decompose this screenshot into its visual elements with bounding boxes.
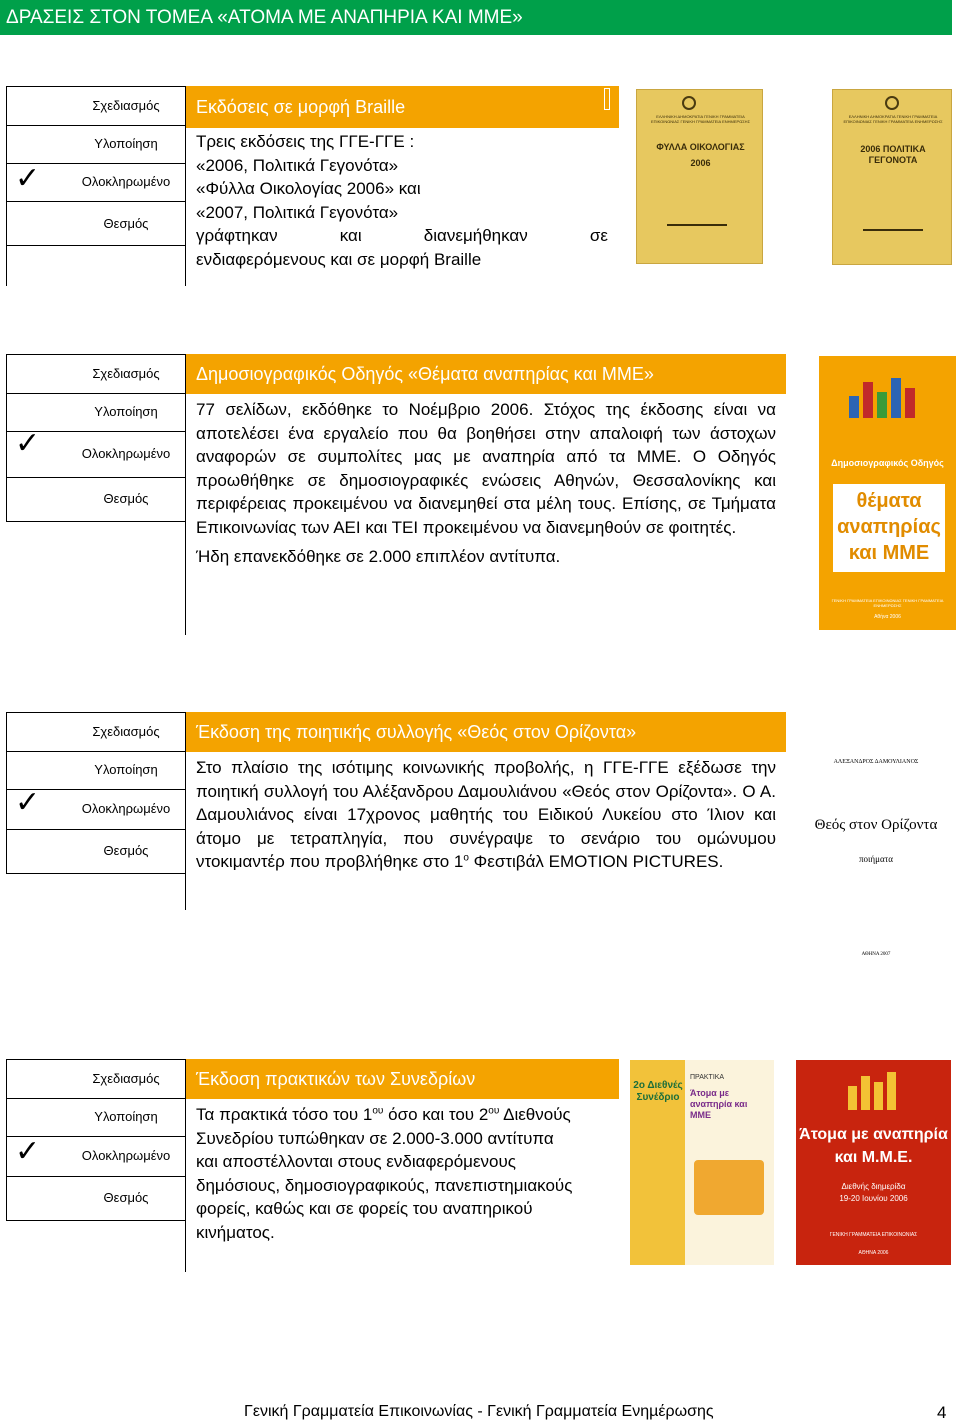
footer-text: Γενική Γραμματεία Επικοινωνίας - Γενική Γραμματεία Ενηµέρωσης [244,1403,714,1420]
body-line: «2006, Πολιτικά Γεγονότα» [196,155,399,175]
body-text-part: όσο και του 2 [383,1105,489,1124]
body-note: Ήδη επανεκδόθηκε σε 2.000 επιπλέον αντίτυπα. [196,547,561,566]
section-divider-line [185,354,186,635]
body-line: «2007, Πολιτικά Γεγονότα» [196,202,399,222]
status-table [6,1059,186,1221]
section-title-text: Έκδοση της ποιητικής συλλογής «Θεός στον Ορίζοντα» [196,722,637,742]
word: σε [589,226,608,245]
check-mark-icon: ✓ [15,785,41,820]
status-row-institution [7,1177,185,1221]
cover-author: ΑΛΕΞΑΝΔΡΟΣ ΔΑΜΟΥΛΙΑΝΟΣ [833,759,919,765]
top-banner [0,0,952,35]
body-line: ενδιαφερόμενους και σε μορφή Braille [196,249,482,269]
body-paragraph: 77 σελίδων, εκδόθηκε το Νοέμβριο 2006. Στόχος της έκδοσης είναι να αποτελέσει ένα εργαλείο που θα βοηθήσει στην απαλοιφή των άστοχων αναφορών σε συμπολίτες μας με αναπηρία από τα ΜΜΕ. Ο Οδηγός προωθήθηκε σε δημοσιογραφικές ενώσεις Αθηνών, Θεσσαλονίκης και περιφέρειας προκειμένου να διανεμηθεί στα μέλη τους. Επίσης, σε Τμήματα Επικοινωνίας των ΑΕΙ και ΤΕΙ προκειμένου να διανεμηθούν σε φοιτητές. [196,400,776,537]
status-label-completed: Ολοκληρωμένο [81,1148,171,1163]
superscript: ου [488,1105,500,1117]
check-mark-icon: ✓ [15,426,41,461]
status-label-implementation: Υλοποίηση [94,404,158,419]
cover-title: Θεός στον Ορίζοντα [814,817,938,833]
cover-org: ΕΛΛΗΝΙΚΗ ΔΗΜΟΚΡΑΤΙΑ ΓΕΝΙΚΗ ΓΡΑΜΜΑΤΕΙΑ ΕΠΙΚΟΙΝΩΝΙΑΣ ΓΕΝΙΚΗ ΓΡΑΜΜΑΤΕΙΑ ΕΝΗΜΕΡΩΣΗΣ [650,114,751,124]
cover-image-themata-anapirias [819,356,956,630]
section-title [186,1059,619,1099]
status-label-implementation: Υλοποίηση [94,1109,158,1124]
cover-title-line: και Μ.Μ.Ε. [834,1149,913,1166]
body-line: «Φύλλα Οικολογίας 2006» και [196,179,421,198]
status-label-institution: Θεσμός [103,491,149,506]
cover-image-praktika-2o-synedrio [630,1060,774,1265]
cover-title-line: και ΜΜΕ [848,542,930,564]
status-label-institution: Θεσμός [103,216,149,231]
status-label-design: Σχεδιασμός [92,366,160,381]
check-mark-icon: ✓ [15,161,41,196]
header-accent [604,88,610,110]
status-label-implementation: Υλοποίηση [94,136,158,151]
section-title [186,86,619,128]
status-row-design [7,86,185,126]
section-body [196,398,776,569]
cover-image-theos-ston-orizonta [806,755,946,965]
status-label-design: Σχεδιασμός [92,724,160,739]
body-text-part: Διεθνούς Συνεδρίου τυπώθηκαν σε 2.000-3.000 αντίτυπα και αποστέλλονται στους ενδιαφερόμενους δημόσιους, δημοσιογραφικούς, πανεπιστημιακούς φορείς, καθώς και σε φορείς του αναπηρικού κινήματος. [196,1105,573,1242]
cover-city: ΑΘΗΝΑ 2006 [858,1250,889,1256]
word: διανεμήθηκαν [423,226,528,245]
status-table [6,86,186,286]
cover-title: 2006 ΠΟΛΙΤΙΚΑ ΓΕΓΟΝΟΤΑ [860,144,926,165]
cover-title: ΦΥΛΛΑ ΟΙΚΟΛΟΓΙΑΣ [656,142,745,152]
cover-org: ΓΕΝΙΚΗ ΓΡΑΜΜΑΤΕΙΑ ΕΠΙΚΟΙΝΩΝΙΑΣ [829,1232,918,1238]
cover-title: Άτομα με αναπηρία και ΜΜΕ [690,1088,748,1120]
body-text-part: Στο πλαίσιο της ισότιμης κοινωνικής προβολής, η ΓΓΕ-ΓΓΕ εξέδωσε την ποιητική συλλογή του Αλέξανδρου Δαμουλιάνου «Θεός στον Ορίζοντα». Ο Α. Δαμουλιάνος είναι 17χρονος μαθητής του Ειδικού Λυκείου στο Ίλιον και άτομο με τετραπληγία, που συνέγραψε το σενάριο του ομώνυμου ντοκιμαντέρ που προβλήθηκε στο 1 [196,758,776,871]
section-body [196,1103,580,1244]
cover-subtitle: Δημοσιογραφικός Οδηγός [831,458,944,468]
status-label-design: Σχεδιασμός [92,1071,160,1086]
page-number: 4 [937,1403,947,1422]
status-row-implementation [7,1099,185,1137]
body-paragraph [196,1103,580,1244]
top-banner-title: ΔΡΑΣΕΙΣ ΣΤΟΝ ΤΟΜΕΑ «ΑΤΟΜΑ ΜΕ ΑΝΑΠΗΡΙΑ ΚΑΙ ΜΜΕ» [6,7,523,28]
status-label-design: Σχεδιασμός [92,98,160,113]
section-title [186,712,786,752]
superscript: ου [372,1105,384,1117]
cover-label: ΠΡΑΚΤΙΚΑ [690,1074,725,1081]
superscript: ο [463,852,469,864]
cover-org: ΓΕΝΙΚΗ ΓΡΑΜΜΑΤΕΙΑ ΕΠΙΚΟΙΝΩΝΙΑΣ ΓΕΝΙΚΗ ΓΡΑΜΜΑΤΕΙΑ ΕΝΗΜΕΡΩΣΗΣ [831,598,944,608]
cover-year: 2006 [690,158,711,168]
cover-subtitle: ποιήματα [858,854,894,864]
status-row-implementation [7,126,185,164]
check-mark-icon: ✓ [15,1134,41,1169]
section-body [196,756,776,874]
cover-image-atoma-me-anapiria-kai-mme [796,1060,951,1265]
status-row-design [7,354,185,394]
status-row-design [7,712,185,752]
cover-subtitle: 19-20 Ιουνίου 2006 [839,1194,908,1203]
section-title-text: Εκδόσεις σε μορφή Braille [196,97,406,117]
status-row-institution [7,202,185,246]
body-text-part: Φεστιβάλ EMOTION PICTURES. [468,852,724,871]
status-label-completed: Ολοκληρωμένο [81,801,171,816]
cover-title-line: θέματα [856,490,922,512]
cover-city: ΑΘΗΝΑ 2007 [861,952,891,957]
body-paragraph [196,756,776,874]
cover-subtitle: Διεθνής διημερίδα [841,1182,906,1191]
status-row-design [7,1059,185,1099]
status-row-institution [7,478,185,522]
body-text-part: Τα πρακτικά τόσο του 1 [196,1105,373,1124]
status-row-institution [7,830,185,874]
status-label-institution: Θεσμός [103,843,149,858]
status-table [6,354,186,522]
body-line: Τρεις εκδόσεις της ΓΓΕ-ΓΓΕ : [196,132,415,151]
status-label-completed: Ολοκληρωμένο [81,174,171,189]
section-body [196,130,608,271]
status-label-institution: Θεσμός [103,1190,149,1205]
cover-image-politika-gegonota [832,89,952,265]
status-label-implementation: Υλοποίηση [94,762,158,777]
cover-title-line: Άτομα με αναπηρία [799,1126,948,1143]
status-table [6,712,186,874]
word: και [339,226,362,245]
word: γράφτηκαν [196,226,278,245]
cover-title-line: αναπηρίας [837,516,941,538]
body-line [196,224,608,248]
cover-org: ΕΛΛΗΝΙΚΗ ΔΗΜΟΚΡΑΤΙΑ ΓΕΝΙΚΗ ΓΡΑΜΜΑΤΕΙΑ ΕΠΙΚΟΙΝΩΝΙΑΣ ΓΕΝΙΚΗ ΓΡΑΜΜΑΤΕΙΑ ΕΝΗΜΕΡΩΣΗΣ [843,114,943,124]
section-title [186,354,786,394]
cover-date: Αθήνα 2006 [874,614,901,620]
section-title-text: Δημοσιογραφικός Οδηγός «Θέματα αναπηρίας και ΜΜΕ» [196,364,654,384]
section-title-text: Έκδοση πρακτικών των Συνεδρίων [196,1069,476,1089]
status-label-completed: Ολοκληρωμένο [81,446,171,461]
cover-image-fylla-oikologias [636,89,763,264]
cover-congress: 2ο Διεθνές Συνέδριο [633,1080,683,1103]
